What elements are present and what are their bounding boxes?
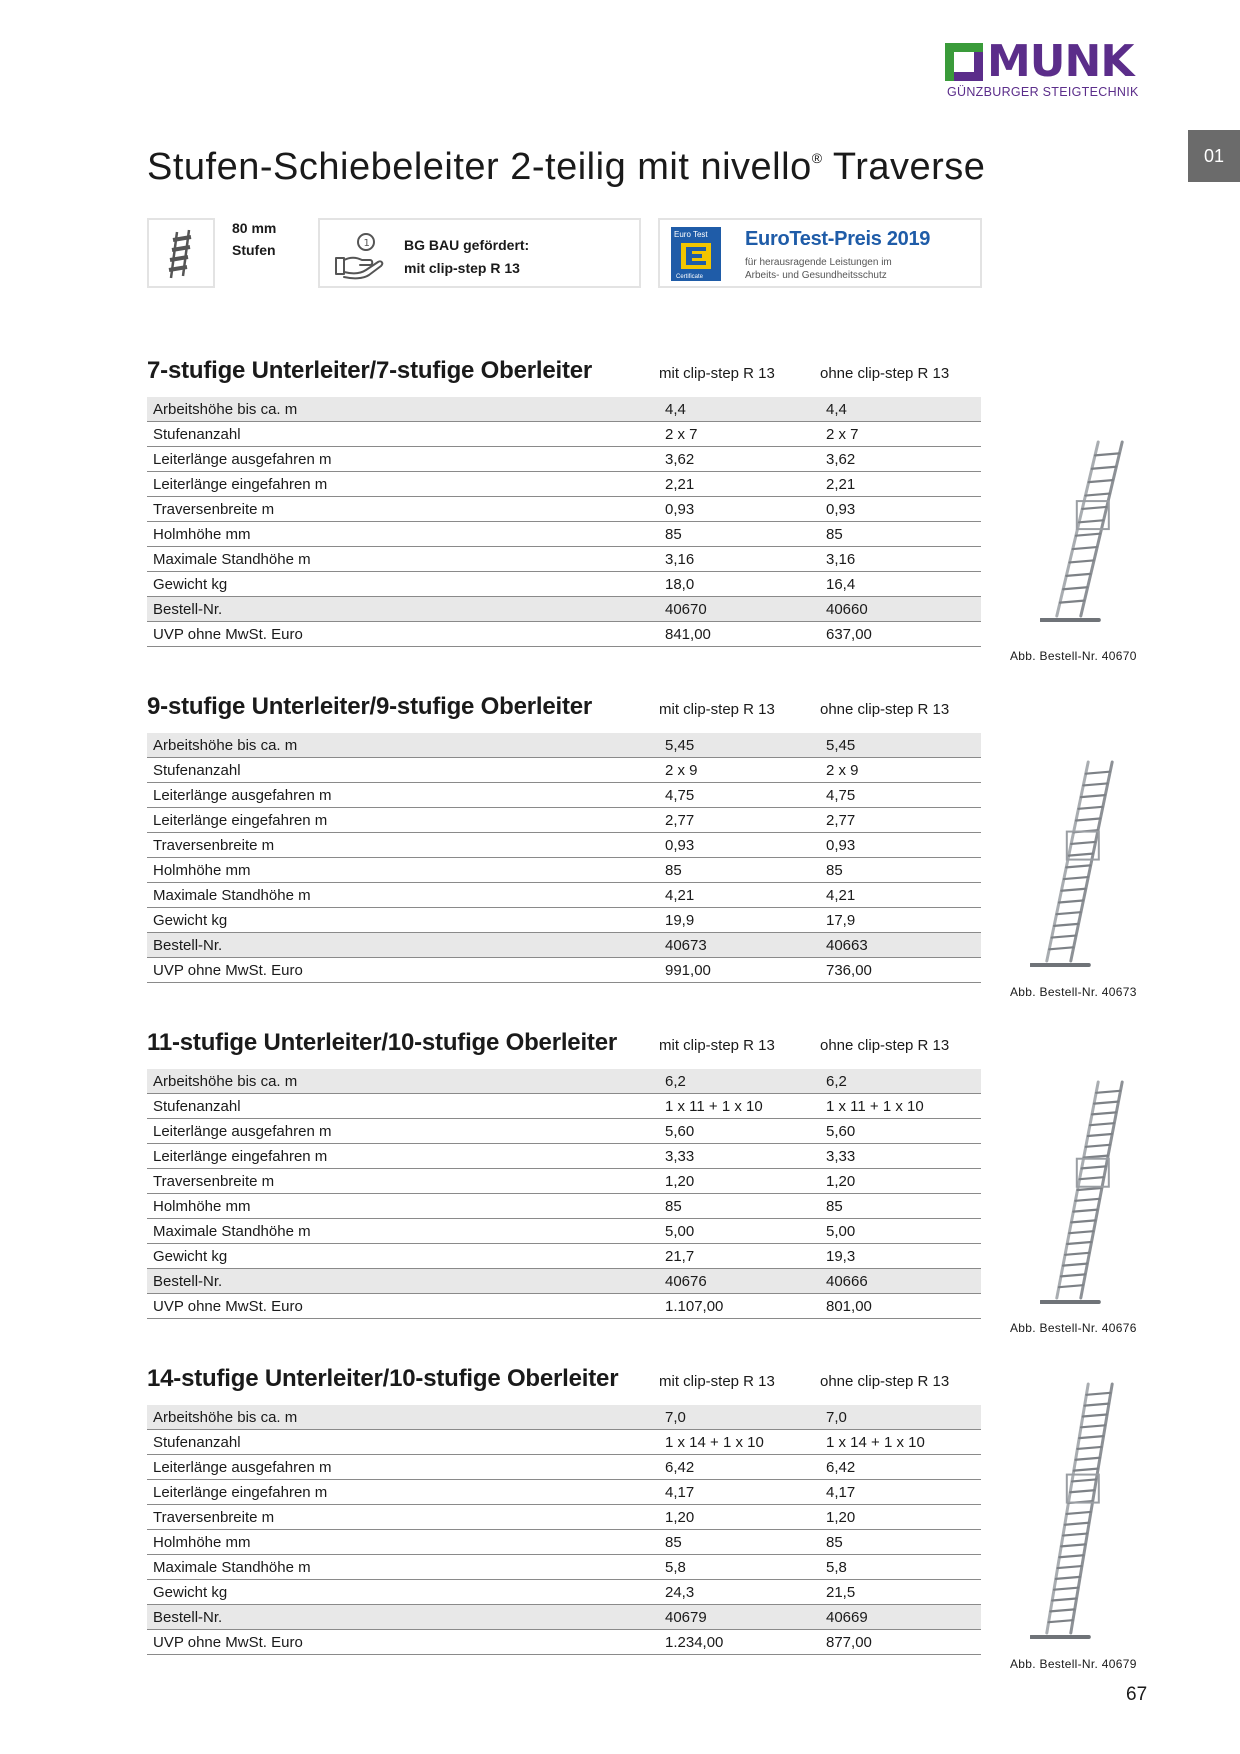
- table-row: [147, 1480, 981, 1505]
- column-header-with-clipstep: mit clip-step R 13: [659, 365, 775, 382]
- value-with-clipstep: 5,45: [659, 733, 820, 758]
- spec-section-9-9: [147, 691, 981, 983]
- value-with-clipstep: 85: [659, 858, 820, 883]
- value-with-clipstep: 0,93: [659, 833, 820, 858]
- value-without-clipstep: 1 x 11 + 1 x 10: [820, 1094, 981, 1119]
- value-without-clipstep: 19,3: [820, 1244, 981, 1269]
- row-label: Gewicht kg: [147, 1244, 659, 1269]
- value-with-clipstep: 1,20: [659, 1169, 820, 1194]
- table-row: [147, 1094, 981, 1119]
- section-header: [147, 1027, 981, 1069]
- page-title: [147, 146, 985, 189]
- table-row: [147, 1219, 981, 1244]
- value-without-clipstep: 2,21: [820, 472, 981, 497]
- row-label: Leiterlänge ausgefahren m: [147, 1119, 659, 1144]
- row-label: Stufenanzahl: [147, 758, 659, 783]
- value-without-clipstep: 85: [820, 522, 981, 547]
- row-label: Holmhöhe mm: [147, 1530, 659, 1555]
- value-without-clipstep: 4,4: [820, 397, 981, 422]
- table-row: [147, 1294, 981, 1319]
- section-title: 14-stufige Unterleiter/10-stufige Oberleiter: [147, 1365, 619, 1392]
- section-title: 7-stufige Unterleiter/7-stufige Oberleiter: [147, 357, 593, 384]
- value-with-clipstep: 3,33: [659, 1144, 820, 1169]
- spec-table: [147, 1405, 981, 1655]
- row-label: UVP ohne MwSt. Euro: [147, 1630, 659, 1655]
- table-row: [147, 497, 981, 522]
- table-row: [147, 858, 981, 883]
- value-without-clipstep: 5,00: [820, 1219, 981, 1244]
- value-with-clipstep: 2,21: [659, 472, 820, 497]
- row-label: Leiterlänge eingefahren m: [147, 472, 659, 497]
- table-row: [147, 422, 981, 447]
- logo-subtitle: GÜNZBURGER STEIGTECHNIK: [947, 85, 1139, 99]
- bgbau-line2: mit clip-step R 13: [404, 260, 520, 276]
- table-row: [147, 1505, 981, 1530]
- row-label: Gewicht kg: [147, 908, 659, 933]
- column-header-without-clipstep: ohne clip-step R 13: [820, 1037, 950, 1054]
- row-label: Maximale Standhöhe m: [147, 1219, 659, 1244]
- spec-table: [147, 1069, 981, 1319]
- page-title-tail: Traverse: [822, 146, 986, 188]
- table-row: [147, 1144, 981, 1169]
- value-without-clipstep: 85: [820, 1530, 981, 1555]
- section-header: [147, 691, 981, 733]
- section-title: 9-stufige Unterleiter/9-stufige Oberleiter: [147, 693, 593, 720]
- table-row: [147, 547, 981, 572]
- chapter-tab[interactable]: 01: [1188, 130, 1240, 182]
- value-without-clipstep: 637,00: [820, 622, 981, 647]
- value-without-clipstep: 6,2: [820, 1069, 981, 1094]
- row-label: Bestell-Nr.: [147, 1269, 659, 1294]
- row-label: Leiterlänge eingefahren m: [147, 808, 659, 833]
- value-with-clipstep: 4,21: [659, 883, 820, 908]
- section-header: [147, 1363, 981, 1405]
- row-label: Bestell-Nr.: [147, 933, 659, 958]
- row-label: Maximale Standhöhe m: [147, 1555, 659, 1580]
- table-row: [147, 1244, 981, 1269]
- ladder-image-40670: [1040, 438, 1130, 628]
- value-with-clipstep: 6,2: [659, 1069, 820, 1094]
- value-without-clipstep: 0,93: [820, 497, 981, 522]
- section-title: 11-stufige Unterleiter/10-stufige Oberleiter: [147, 1029, 618, 1056]
- value-with-clipstep: 3,62: [659, 447, 820, 472]
- value-without-clipstep: 2,77: [820, 808, 981, 833]
- value-without-clipstep: 0,93: [820, 833, 981, 858]
- value-without-clipstep: 4,17: [820, 1480, 981, 1505]
- table-row: [147, 883, 981, 908]
- spec-table: [147, 397, 981, 647]
- table-row: [147, 733, 981, 758]
- eurotest-sub-line1: für herausragende Leistungen im: [745, 257, 892, 268]
- value-without-clipstep: 21,5: [820, 1580, 981, 1605]
- value-without-clipstep: 85: [820, 858, 981, 883]
- value-with-clipstep: 4,4: [659, 397, 820, 422]
- ladder-image-40673: [1030, 758, 1120, 973]
- value-without-clipstep: 1,20: [820, 1505, 981, 1530]
- value-with-clipstep: 991,00: [659, 958, 820, 983]
- bgbau-text: [404, 234, 529, 280]
- row-label: Gewicht kg: [147, 572, 659, 597]
- row-label: Arbeitshöhe bis ca. m: [147, 397, 659, 422]
- value-with-clipstep: 1.107,00: [659, 1294, 820, 1319]
- column-header-without-clipstep: ohne clip-step R 13: [820, 365, 950, 382]
- table-row: [147, 1269, 981, 1294]
- value-with-clipstep: 40673: [659, 933, 820, 958]
- value-with-clipstep: 3,16: [659, 547, 820, 572]
- value-with-clipstep: 18,0: [659, 572, 820, 597]
- value-without-clipstep: 16,4: [820, 572, 981, 597]
- row-label: Bestell-Nr.: [147, 597, 659, 622]
- table-row: [147, 933, 981, 958]
- table-row: [147, 908, 981, 933]
- value-without-clipstep: 877,00: [820, 1630, 981, 1655]
- value-without-clipstep: 85: [820, 1194, 981, 1219]
- row-label: Leiterlänge eingefahren m: [147, 1144, 659, 1169]
- value-with-clipstep: 841,00: [659, 622, 820, 647]
- table-row: [147, 1580, 981, 1605]
- table-row: [147, 1455, 981, 1480]
- value-with-clipstep: 1 x 14 + 1 x 10: [659, 1430, 820, 1455]
- munk-logo: [945, 36, 1153, 99]
- table-row: [147, 447, 981, 472]
- row-label: Holmhöhe mm: [147, 1194, 659, 1219]
- ladder-image-40679: [1030, 1380, 1120, 1645]
- value-without-clipstep: 40666: [820, 1269, 981, 1294]
- row-label: Maximale Standhöhe m: [147, 547, 659, 572]
- value-without-clipstep: 801,00: [820, 1294, 981, 1319]
- svg-text:1: 1: [363, 238, 370, 249]
- row-label: Leiterlänge ausgefahren m: [147, 447, 659, 472]
- value-without-clipstep: 17,9: [820, 908, 981, 933]
- table-row: [147, 1430, 981, 1455]
- stufen-badge: [147, 218, 215, 288]
- row-label: Stufenanzahl: [147, 1094, 659, 1119]
- value-with-clipstep: 85: [659, 1194, 820, 1219]
- row-label: Leiterlänge ausgefahren m: [147, 1455, 659, 1480]
- value-without-clipstep: 6,42: [820, 1455, 981, 1480]
- image-caption-40676: Abb. Bestell-Nr. 40676: [1010, 1321, 1137, 1335]
- row-label: Arbeitshöhe bis ca. m: [147, 1069, 659, 1094]
- table-row: [147, 1119, 981, 1144]
- row-label: UVP ohne MwSt. Euro: [147, 958, 659, 983]
- value-with-clipstep: 40670: [659, 597, 820, 622]
- value-with-clipstep: 1 x 11 + 1 x 10: [659, 1094, 820, 1119]
- eurotest-title: EuroTest-Preis 2019: [745, 228, 931, 250]
- value-without-clipstep: 7,0: [820, 1405, 981, 1430]
- ladder-step-icon: [149, 220, 213, 286]
- value-with-clipstep: 5,8: [659, 1555, 820, 1580]
- column-header-without-clipstep: ohne clip-step R 13: [820, 701, 950, 718]
- value-without-clipstep: 4,75: [820, 783, 981, 808]
- row-label: Holmhöhe mm: [147, 858, 659, 883]
- logo-wordmark: MUNK: [987, 36, 1134, 87]
- value-without-clipstep: 5,60: [820, 1119, 981, 1144]
- value-without-clipstep: 3,33: [820, 1144, 981, 1169]
- table-row: [147, 783, 981, 808]
- value-with-clipstep: 24,3: [659, 1580, 820, 1605]
- table-row: [147, 1555, 981, 1580]
- table-row: [147, 758, 981, 783]
- column-header-with-clipstep: mit clip-step R 13: [659, 701, 775, 718]
- table-row: [147, 572, 981, 597]
- table-row: [147, 522, 981, 547]
- value-without-clipstep: 2 x 9: [820, 758, 981, 783]
- row-label: Leiterlänge eingefahren m: [147, 1480, 659, 1505]
- column-header-with-clipstep: mit clip-step R 13: [659, 1373, 775, 1390]
- table-row: [147, 622, 981, 647]
- row-label: Stufenanzahl: [147, 1430, 659, 1455]
- value-without-clipstep: 40660: [820, 597, 981, 622]
- value-without-clipstep: 736,00: [820, 958, 981, 983]
- value-with-clipstep: 1,20: [659, 1505, 820, 1530]
- stufen-label: Stufen: [232, 242, 276, 258]
- eurotest-logo-bottom: Certificate: [676, 274, 704, 280]
- stufen-badge-text: [232, 217, 276, 261]
- table-row: [147, 958, 981, 983]
- bgbau-badge: [318, 218, 641, 288]
- value-with-clipstep: 19,9: [659, 908, 820, 933]
- row-label: UVP ohne MwSt. Euro: [147, 1294, 659, 1319]
- value-with-clipstep: 40679: [659, 1605, 820, 1630]
- row-label: Arbeitshöhe bis ca. m: [147, 733, 659, 758]
- eurotest-sub-line2: Arbeits- und Gesundheitsschutz: [745, 270, 887, 281]
- value-with-clipstep: 2 x 9: [659, 758, 820, 783]
- row-label: Maximale Standhöhe m: [147, 883, 659, 908]
- row-label: Arbeitshöhe bis ca. m: [147, 1405, 659, 1430]
- stufen-size: 80 mm: [232, 220, 277, 236]
- ladder-image-40676: [1040, 1078, 1130, 1310]
- spec-table: [147, 733, 981, 983]
- hand-coin-icon: [326, 220, 396, 286]
- value-without-clipstep: 1,20: [820, 1169, 981, 1194]
- section-header: [147, 355, 981, 397]
- value-without-clipstep: 40663: [820, 933, 981, 958]
- spec-section-14-10: [147, 1363, 981, 1655]
- value-without-clipstep: 40669: [820, 1605, 981, 1630]
- image-caption-40679: Abb. Bestell-Nr. 40679: [1010, 1657, 1137, 1671]
- value-with-clipstep: 40676: [659, 1269, 820, 1294]
- table-row: [147, 1069, 981, 1094]
- value-with-clipstep: 85: [659, 522, 820, 547]
- value-without-clipstep: 1 x 14 + 1 x 10: [820, 1430, 981, 1455]
- spec-section-7-7: [147, 355, 981, 647]
- value-with-clipstep: 6,42: [659, 1455, 820, 1480]
- column-header-without-clipstep: ohne clip-step R 13: [820, 1373, 950, 1390]
- table-row: [147, 1194, 981, 1219]
- value-with-clipstep: 2 x 7: [659, 422, 820, 447]
- value-with-clipstep: 7,0: [659, 1405, 820, 1430]
- row-label: Traversenbreite m: [147, 1169, 659, 1194]
- row-label: Traversenbreite m: [147, 833, 659, 858]
- table-row: [147, 597, 981, 622]
- spec-section-11-10: [147, 1027, 981, 1319]
- value-with-clipstep: 4,17: [659, 1480, 820, 1505]
- table-row: [147, 1530, 981, 1555]
- table-row: [147, 808, 981, 833]
- value-with-clipstep: 85: [659, 1530, 820, 1555]
- row-label: Traversenbreite m: [147, 1505, 659, 1530]
- row-label: Stufenanzahl: [147, 422, 659, 447]
- bgbau-line1: BG BAU gefördert:: [404, 237, 530, 253]
- row-label: Holmhöhe mm: [147, 522, 659, 547]
- table-row: [147, 397, 981, 422]
- value-with-clipstep: 2,77: [659, 808, 820, 833]
- munk-logo-mark: [945, 43, 983, 81]
- value-with-clipstep: 4,75: [659, 783, 820, 808]
- row-label: Traversenbreite m: [147, 497, 659, 522]
- table-row: [147, 1630, 981, 1655]
- table-row: [147, 833, 981, 858]
- eurotest-logo-top: Euro Test: [674, 230, 708, 239]
- value-with-clipstep: 21,7: [659, 1244, 820, 1269]
- table-row: [147, 1169, 981, 1194]
- table-row: [147, 472, 981, 497]
- row-label: Gewicht kg: [147, 1580, 659, 1605]
- table-row: [147, 1605, 981, 1630]
- registered-mark: ®: [811, 150, 823, 166]
- row-label: Bestell-Nr.: [147, 1605, 659, 1630]
- value-without-clipstep: 4,21: [820, 883, 981, 908]
- eurotest-subtitle: [745, 256, 892, 282]
- value-without-clipstep: 2 x 7: [820, 422, 981, 447]
- page-title-main: Stufen-Schiebeleiter 2-teilig mit nivello: [147, 146, 812, 188]
- value-without-clipstep: 5,45: [820, 733, 981, 758]
- image-caption-40673: Abb. Bestell-Nr. 40673: [1010, 985, 1137, 999]
- value-with-clipstep: 0,93: [659, 497, 820, 522]
- image-caption-40670: Abb. Bestell-Nr. 40670: [1010, 649, 1137, 663]
- page-number: 67: [1126, 1684, 1148, 1705]
- row-label: UVP ohne MwSt. Euro: [147, 622, 659, 647]
- value-without-clipstep: 5,8: [820, 1555, 981, 1580]
- value-with-clipstep: 1.234,00: [659, 1630, 820, 1655]
- value-with-clipstep: 5,00: [659, 1219, 820, 1244]
- table-row: [147, 1405, 981, 1430]
- eurotest-badge: [658, 218, 982, 288]
- value-without-clipstep: 3,62: [820, 447, 981, 472]
- column-header-with-clipstep: mit clip-step R 13: [659, 1037, 775, 1054]
- eurotest-certificate-icon: [668, 223, 728, 283]
- value-without-clipstep: 3,16: [820, 547, 981, 572]
- row-label: Leiterlänge ausgefahren m: [147, 783, 659, 808]
- value-with-clipstep: 5,60: [659, 1119, 820, 1144]
